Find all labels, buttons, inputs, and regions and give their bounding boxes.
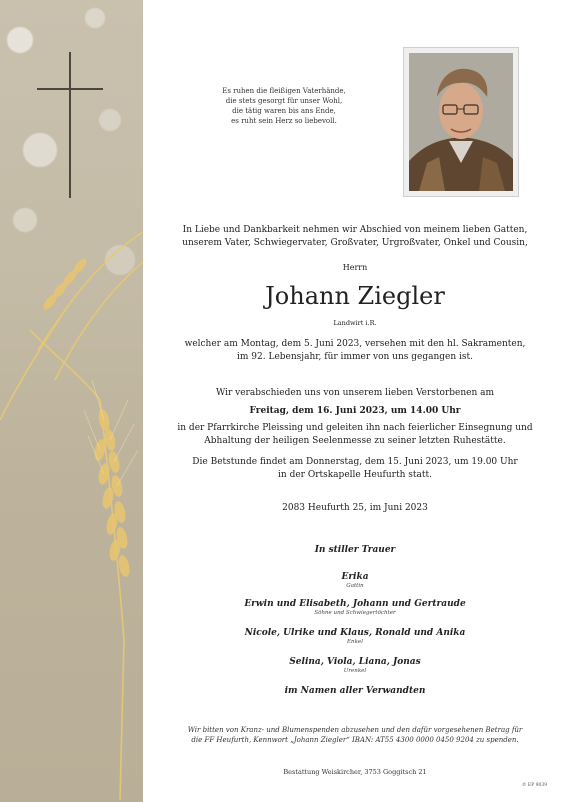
death-line: im 92. Lebensjahr, für immer von uns gegangen ist. bbox=[237, 352, 473, 362]
mourning-heading: In stiller Trauer bbox=[314, 545, 396, 555]
funeral-date: Freitag, dem 16. Juni 2023, um 14.00 Uhr bbox=[249, 406, 461, 416]
salutation: Herrn bbox=[342, 263, 368, 272]
portrait-frame bbox=[403, 47, 519, 197]
mourner-names: Nicole, Ulrike und Klaus, Ronald und Anika bbox=[244, 628, 466, 638]
mourner-group bbox=[143, 571, 567, 590]
mourner-group bbox=[143, 627, 567, 646]
deceased-name: Johann Ziegler bbox=[265, 282, 445, 310]
poem bbox=[196, 86, 372, 126]
donation-line: die FF Heufurth, Kennwort „Johann Ziegler“ IBAN: AT55 4300 0000 0450 9204 zu spenden. bbox=[191, 736, 519, 744]
portrait-photo bbox=[409, 53, 513, 191]
poem-line: die stets gesorgt für unser Wohl, bbox=[225, 97, 343, 105]
mourner-group bbox=[143, 598, 567, 617]
donation-note bbox=[180, 725, 530, 745]
prayer-line: Die Betstunde findet am Donnerstag, dem 15. Juni 2023, um 19.00 Uhr bbox=[192, 457, 518, 467]
mourner-names: Erika bbox=[341, 572, 369, 582]
poem-line: Es ruhen die fleißigen Vaterhände, bbox=[222, 87, 346, 95]
donation-line: Wir bitten von Kranz- und Blumenspenden abzusehen und den dafür vorgesehenen Betrag für bbox=[187, 726, 523, 734]
church-line: Abhaltung der heiligen Seelenmesse zu seiner letzten Ruhestätte. bbox=[204, 436, 506, 446]
prayer-line: in der Ortskapelle Heufurth statt. bbox=[278, 470, 432, 480]
cross-icon bbox=[37, 52, 103, 198]
church-text bbox=[143, 422, 567, 448]
death-line: welcher am Montag, dem 5. Juni 2023, versehen mit den hl. Sakramenten, bbox=[184, 339, 526, 349]
mourner-group bbox=[143, 656, 567, 675]
intro-line: In Liebe und Dankbarkeit nehmen wir Abschied von meinem lieben Gatten, bbox=[182, 225, 528, 235]
death-announcement bbox=[143, 338, 567, 364]
mourner-names: Selina, Viola, Liana, Jonas bbox=[289, 657, 421, 667]
church-line: in der Pfarrkirche Pleissing und geleiten ihn nach feierlicher Einsegnung und bbox=[177, 423, 533, 433]
all-relatives bbox=[143, 685, 567, 697]
place-date: 2083 Heufurth 25, im Juni 2023 bbox=[282, 503, 428, 513]
mourner-names: Erwin und Elisabeth, Johann und Gertraude bbox=[244, 599, 466, 609]
intro-text bbox=[143, 224, 567, 250]
mourner-relation: Söhne und Schwiegertöchter bbox=[314, 610, 396, 616]
mourner-relation: Urenkel bbox=[343, 668, 367, 674]
poem-line: die tätig waren bis ans Ende, bbox=[232, 107, 336, 115]
farewell-text: Wir verabschieden uns von unserem lieben Verstorbenen am bbox=[215, 388, 495, 398]
print-code: © EP 9039 bbox=[522, 783, 548, 788]
deceased-title: Landwirt i.R. bbox=[333, 319, 377, 327]
mourner-relation: Gattin bbox=[346, 583, 364, 589]
intro-line: unserem Vater, Schwiegervater, Großvater, Urgroßvater, Onkel und Cousin, bbox=[182, 238, 528, 248]
decorative-side-panel bbox=[0, 0, 143, 802]
mourner-relation: Enkel bbox=[347, 639, 363, 645]
all-relatives-text: im Namen aller Verwandten bbox=[284, 686, 426, 696]
prayer-hour-text bbox=[143, 456, 567, 482]
undertaker: Bestattung Weiskircher, 3753 Goggitsch 21 bbox=[283, 768, 427, 776]
poem-line: es ruht sein Herz so liebevoll. bbox=[231, 117, 337, 125]
